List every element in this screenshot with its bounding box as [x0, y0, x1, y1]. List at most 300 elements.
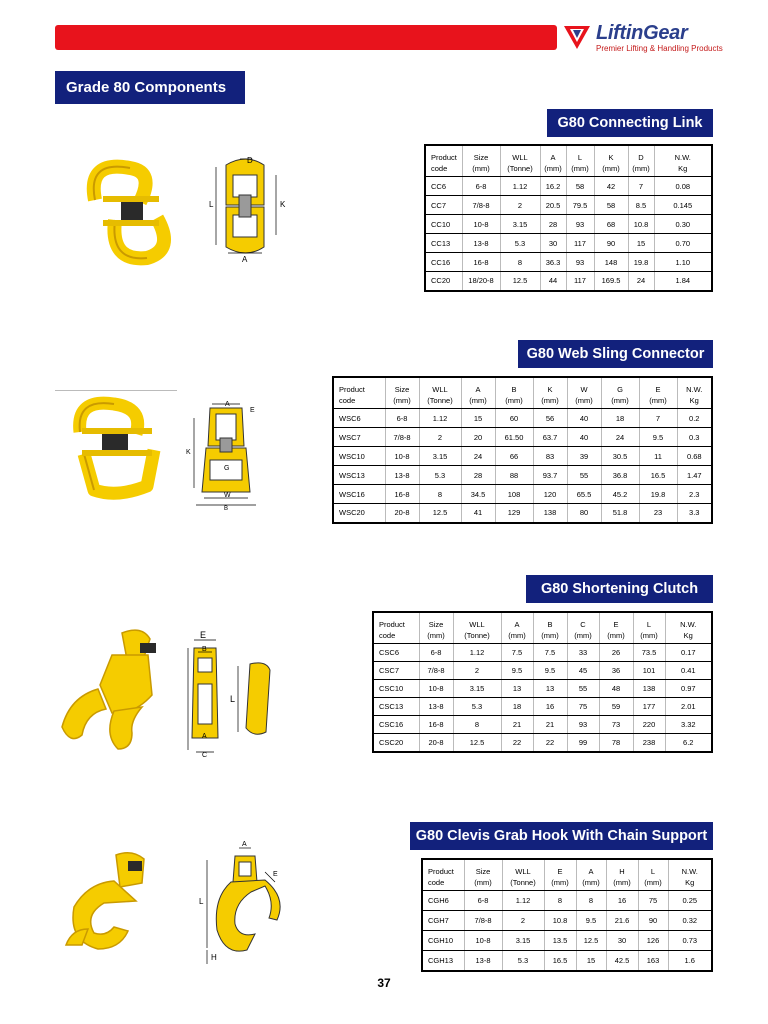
- section-title-shortening-clutch: G80 Shortening Clutch: [526, 575, 713, 603]
- table-cell: 65.5: [567, 485, 601, 504]
- table-row: [422, 951, 712, 971]
- table-cell: 10-8: [419, 680, 453, 698]
- column-header-line: B: [511, 385, 517, 394]
- table-cell: 66: [495, 447, 533, 466]
- column-header-line: N.W.: [680, 620, 697, 629]
- diagram-label-b: B: [224, 506, 229, 510]
- brand-name: LiftinGear: [596, 22, 688, 44]
- column-header-line: (Tonne): [507, 164, 533, 173]
- table-cell: 42: [594, 177, 628, 196]
- column-header-line: E: [613, 620, 619, 629]
- column-header: [668, 859, 712, 891]
- table-cell: 26: [599, 644, 633, 662]
- table-cell: 21: [501, 716, 533, 734]
- table-row: [422, 891, 712, 911]
- column-header-line: G: [617, 385, 623, 394]
- brand-logo: [562, 20, 732, 60]
- table-cell: 0.68: [677, 447, 712, 466]
- table-cell: 30: [540, 234, 566, 253]
- column-header-line: (mm): [551, 878, 569, 887]
- spec-table-shortening-clutch: [372, 611, 713, 753]
- table-row: [333, 428, 712, 447]
- table-cell: 28: [540, 215, 566, 234]
- table-cell: 1.12: [502, 891, 544, 911]
- table-cell: 1.47: [677, 466, 712, 485]
- column-header-line: (mm): [474, 878, 492, 887]
- page-number: 37: [377, 976, 391, 990]
- diagram-label-b: B: [202, 646, 207, 653]
- table-cell: 2: [453, 662, 501, 680]
- product-code-cell: CC16: [425, 253, 462, 272]
- table-cell: 21: [533, 716, 567, 734]
- table-cell: 8: [576, 891, 606, 911]
- table-cell: 12.5: [453, 734, 501, 752]
- table-cell: 63.7: [533, 428, 567, 447]
- column-header: [665, 612, 712, 644]
- table-cell: 93: [566, 253, 594, 272]
- table-cell: 12.5: [419, 504, 461, 523]
- table-cell: 16-8: [419, 716, 453, 734]
- spec-table-web-sling-connector: [332, 376, 713, 524]
- column-header-line: A: [514, 620, 520, 629]
- column-header: [462, 145, 500, 177]
- table-cell: 0.70: [654, 234, 712, 253]
- table-cell: 90: [594, 234, 628, 253]
- table-cell: 126: [638, 931, 668, 951]
- table-cell: 6-8: [419, 644, 453, 662]
- table-cell: 10-8: [464, 931, 502, 951]
- table-cell: 3.32: [665, 716, 712, 734]
- column-header: [385, 377, 419, 409]
- column-header: [601, 377, 639, 409]
- table-row: [333, 485, 712, 504]
- table-cell: 6-8: [462, 177, 500, 196]
- table-cell: 3.15: [419, 447, 461, 466]
- table-cell: 101: [633, 662, 665, 680]
- table-cell: 7/8-8: [385, 428, 419, 447]
- column-header-line: (mm): [644, 878, 662, 887]
- table-cell: 93: [567, 716, 599, 734]
- table-cell: 23: [639, 504, 677, 523]
- table-cell: 40: [567, 428, 601, 447]
- table-cell: 8.5: [628, 196, 654, 215]
- diagram-label-h: H: [211, 953, 217, 962]
- table-cell: 34.5: [461, 485, 495, 504]
- table-cell: 16-8: [462, 253, 500, 272]
- column-header-line: (mm): [571, 164, 589, 173]
- diagram-label-g: G: [224, 465, 230, 472]
- column-header-line: Product: [431, 153, 457, 162]
- table-row: [425, 253, 712, 272]
- table-cell: 9.5: [533, 662, 567, 680]
- diagram-label-k: K: [280, 200, 286, 209]
- column-header-line: L: [650, 867, 656, 876]
- table-cell: 3.15: [453, 680, 501, 698]
- table-cell: 20-8: [419, 734, 453, 752]
- table-cell: 1.84: [654, 272, 712, 291]
- column-header-line: N.W.: [686, 385, 703, 394]
- product-code-cell: CSC7: [373, 662, 419, 680]
- column-header-line: (mm): [640, 631, 658, 640]
- table-cell: 5.3: [453, 698, 501, 716]
- table-cell: 28: [461, 466, 495, 485]
- connecting-link-diagram: [206, 155, 302, 265]
- column-header: [677, 377, 712, 409]
- column-header-line: W: [580, 385, 588, 394]
- column-header-line: (mm): [649, 396, 667, 405]
- table-cell: 6-8: [464, 891, 502, 911]
- column-header-line: L: [577, 153, 583, 162]
- table-cell: 6-8: [385, 409, 419, 428]
- column-header-line: WLL: [512, 153, 528, 162]
- table-cell: 13: [501, 680, 533, 698]
- table-cell: 169.5: [594, 272, 628, 291]
- table-cell: 8: [453, 716, 501, 734]
- table-cell: 36: [599, 662, 633, 680]
- product-code-cell: WSC13: [333, 466, 385, 485]
- column-header: [639, 377, 677, 409]
- column-header-line: K: [547, 385, 553, 394]
- column-header: [373, 612, 419, 644]
- diagram-label-e: E: [200, 630, 207, 640]
- section-title-web-sling-connector: G80 Web Sling Connector: [518, 340, 713, 368]
- table-cell: 36.3: [540, 253, 566, 272]
- column-header: [495, 377, 533, 409]
- column-header: [576, 859, 606, 891]
- product-code-cell: CC13: [425, 234, 462, 253]
- column-header-line: Kg: [685, 878, 695, 887]
- product-code-cell: CSC10: [373, 680, 419, 698]
- product-code-cell: WSC7: [333, 428, 385, 447]
- column-header: [419, 377, 461, 409]
- column-header-line: (mm): [393, 396, 411, 405]
- column-header-line: Size: [394, 385, 410, 394]
- logo-icon: [564, 24, 590, 50]
- table-row: [425, 272, 712, 291]
- column-header: [501, 612, 533, 644]
- table-cell: 0.30: [654, 215, 712, 234]
- diagram-label-a: A: [242, 255, 248, 264]
- table-cell: 61.50: [495, 428, 533, 447]
- column-header-line: Size: [473, 153, 489, 162]
- table-cell: 16.5: [639, 466, 677, 485]
- diagram-label-e: E: [250, 407, 255, 414]
- table-cell: 148: [594, 253, 628, 272]
- table-cell: 13-8: [385, 466, 419, 485]
- product-code-cell: WSC6: [333, 409, 385, 428]
- table-cell: 0.41: [665, 662, 712, 680]
- table-row: [422, 911, 712, 931]
- product-code-cell: CSC6: [373, 644, 419, 662]
- table-cell: 59: [599, 698, 633, 716]
- table-cell: 58: [566, 177, 594, 196]
- table-row: [425, 234, 712, 253]
- diagram-label-w: W: [224, 492, 231, 499]
- table-cell: 18: [501, 698, 533, 716]
- table-cell: 11: [639, 447, 677, 466]
- table-cell: 30.5: [601, 447, 639, 466]
- table-cell: 24: [628, 272, 654, 291]
- product-code-cell: CGH7: [422, 911, 464, 931]
- table-cell: 13.5: [544, 931, 576, 951]
- table-cell: 45.2: [601, 485, 639, 504]
- diagram-label-e: E: [273, 871, 278, 878]
- column-header-line: (mm): [574, 631, 592, 640]
- column-header-line: Product: [339, 385, 365, 394]
- table-cell: 2.01: [665, 698, 712, 716]
- table-row: [333, 409, 712, 428]
- table-cell: 80: [567, 504, 601, 523]
- table-cell: 3.3: [677, 504, 712, 523]
- column-header-line: code: [431, 164, 448, 173]
- table-cell: 39: [567, 447, 601, 466]
- table-cell: 13-8: [462, 234, 500, 253]
- table-cell: 68: [594, 215, 628, 234]
- table-cell: 99: [567, 734, 599, 752]
- product-code-cell: CSC20: [373, 734, 419, 752]
- table-cell: 108: [495, 485, 533, 504]
- table-cell: 15: [461, 409, 495, 428]
- table-cell: 5.3: [419, 466, 461, 485]
- column-header: [628, 145, 654, 177]
- column-header-line: (mm): [575, 396, 593, 405]
- column-header-line: H: [619, 867, 625, 876]
- product-code-cell: CC10: [425, 215, 462, 234]
- table-cell: 12.5: [500, 272, 540, 291]
- diagram-label-a: A: [202, 733, 207, 740]
- column-header-line: (mm): [541, 631, 559, 640]
- page-title: Grade 80 Components: [55, 71, 245, 104]
- column-header: [425, 145, 462, 177]
- table-cell: 60: [495, 409, 533, 428]
- table-cell: 48: [599, 680, 633, 698]
- table-cell: 117: [566, 234, 594, 253]
- table-row: [425, 177, 712, 196]
- table-cell: 0.32: [668, 911, 712, 931]
- product-code-cell: WSC20: [333, 504, 385, 523]
- product-code-cell: CSC13: [373, 698, 419, 716]
- diagram-label-a: A: [225, 401, 230, 408]
- table-cell: 13-8: [464, 951, 502, 971]
- diagram-label-l: L: [199, 897, 204, 906]
- table-cell: 7.5: [533, 644, 567, 662]
- column-header: [502, 859, 544, 891]
- column-header-line: (mm): [607, 631, 625, 640]
- table-cell: 1.10: [654, 253, 712, 272]
- column-header: [566, 145, 594, 177]
- column-header-line: (mm): [472, 164, 490, 173]
- column-header: [461, 377, 495, 409]
- table-cell: 5.3: [500, 234, 540, 253]
- column-header-line: (mm): [508, 631, 526, 640]
- table-cell: 55: [567, 466, 601, 485]
- table-cell: 117: [566, 272, 594, 291]
- table-cell: 3.15: [502, 931, 544, 951]
- product-code-cell: CSC16: [373, 716, 419, 734]
- diagram-label-k: K: [186, 449, 191, 456]
- table-cell: 24: [461, 447, 495, 466]
- column-header: [500, 145, 540, 177]
- column-header-line: WLL: [469, 620, 485, 629]
- column-header-line: E: [655, 385, 661, 394]
- table-row: [425, 215, 712, 234]
- column-header: [567, 612, 599, 644]
- table-cell: 0.08: [654, 177, 712, 196]
- table-cell: 0.2: [677, 409, 712, 428]
- table-cell: 78: [599, 734, 633, 752]
- table-cell: 20-8: [385, 504, 419, 523]
- column-header: [533, 612, 567, 644]
- column-header-line: (mm): [613, 878, 631, 887]
- spec-table-clevis-grab-hook: [421, 858, 713, 972]
- column-header-line: N.W.: [681, 867, 698, 876]
- column-header-line: Product: [379, 620, 405, 629]
- table-cell: 2.3: [677, 485, 712, 504]
- diagram-label-a: A: [242, 841, 247, 848]
- table-cell: 41: [461, 504, 495, 523]
- table-cell: 1.12: [419, 409, 461, 428]
- column-header: [419, 612, 453, 644]
- product-code-cell: CGH6: [422, 891, 464, 911]
- table-cell: 238: [633, 734, 665, 752]
- column-header-line: (mm): [611, 396, 629, 405]
- product-code-cell: CGH13: [422, 951, 464, 971]
- table-cell: 2: [502, 911, 544, 931]
- table-cell: 7/8-8: [419, 662, 453, 680]
- table-cell: 16: [533, 698, 567, 716]
- column-header: [422, 859, 464, 891]
- table-cell: 138: [633, 680, 665, 698]
- table-cell: 15: [628, 234, 654, 253]
- column-header-line: D: [638, 153, 644, 162]
- table-cell: 33: [567, 644, 599, 662]
- column-header-line: C: [580, 620, 586, 629]
- table-cell: 7: [639, 409, 677, 428]
- table-cell: 2: [419, 428, 461, 447]
- column-header-line: (mm): [602, 164, 620, 173]
- column-header: [633, 612, 665, 644]
- table-row: [333, 447, 712, 466]
- table-cell: 8: [500, 253, 540, 272]
- column-header-line: Product: [428, 867, 454, 876]
- spec-table-connecting-link: [424, 144, 713, 292]
- table-cell: 10-8: [385, 447, 419, 466]
- column-header-line: A: [475, 385, 481, 394]
- column-header: [333, 377, 385, 409]
- product-code-cell: WSC10: [333, 447, 385, 466]
- table-cell: 5.3: [502, 951, 544, 971]
- table-cell: 13: [533, 680, 567, 698]
- column-header-line: (mm): [582, 878, 600, 887]
- column-header: [540, 145, 566, 177]
- column-header-line: code: [379, 631, 396, 640]
- shortening-clutch-diagram: [180, 628, 280, 758]
- table-cell: 3.15: [500, 215, 540, 234]
- table-cell: 18/20-8: [462, 272, 500, 291]
- table-cell: 30: [606, 931, 638, 951]
- table-cell: 24: [601, 428, 639, 447]
- table-cell: 16.2: [540, 177, 566, 196]
- web-sling-connector-diagram: [180, 398, 270, 510]
- table-cell: 19.8: [628, 253, 654, 272]
- table-cell: 79.5: [566, 196, 594, 215]
- table-cell: 0.97: [665, 680, 712, 698]
- table-cell: 20.5: [540, 196, 566, 215]
- table-cell: 90: [638, 911, 668, 931]
- product-code-cell: WSC16: [333, 485, 385, 504]
- table-cell: 51.8: [601, 504, 639, 523]
- table-cell: 1.12: [453, 644, 501, 662]
- diagram-label-c: C: [202, 752, 208, 758]
- table-cell: 75: [567, 698, 599, 716]
- column-header-line: (mm): [544, 164, 562, 173]
- table-cell: 177: [633, 698, 665, 716]
- web-sling-connector-photo: [62, 390, 172, 505]
- table-cell: 75: [638, 891, 668, 911]
- product-code-cell: CGH10: [422, 931, 464, 951]
- column-header: [453, 612, 501, 644]
- table-cell: 22: [533, 734, 567, 752]
- table-cell: 220: [633, 716, 665, 734]
- table-cell: 7/8-8: [462, 196, 500, 215]
- table-cell: 1.6: [668, 951, 712, 971]
- table-cell: 20: [461, 428, 495, 447]
- table-cell: 13-8: [419, 698, 453, 716]
- column-header-line: (Tonne): [464, 631, 490, 640]
- table-row: [373, 698, 712, 716]
- table-row: [333, 504, 712, 523]
- table-row: [425, 196, 712, 215]
- table-row: [373, 734, 712, 752]
- column-header-line: (mm): [541, 396, 559, 405]
- column-header: [464, 859, 502, 891]
- clevis-grab-hook-diagram: [195, 838, 285, 968]
- table-cell: 7: [628, 177, 654, 196]
- table-cell: 93.7: [533, 466, 567, 485]
- column-header: [533, 377, 567, 409]
- column-header-line: (mm): [427, 631, 445, 640]
- table-cell: 8: [419, 485, 461, 504]
- column-header: [654, 145, 712, 177]
- diagram-label-l: L: [230, 694, 236, 704]
- table-cell: 0.3: [677, 428, 712, 447]
- column-header-line: code: [339, 396, 356, 405]
- table-cell: 8: [544, 891, 576, 911]
- table-cell: 9.5: [639, 428, 677, 447]
- table-cell: 129: [495, 504, 533, 523]
- column-header-line: code: [428, 878, 445, 887]
- table-cell: 9.5: [576, 911, 606, 931]
- table-cell: 44: [540, 272, 566, 291]
- table-cell: 10-8: [462, 215, 500, 234]
- table-cell: 6.2: [665, 734, 712, 752]
- column-header: [599, 612, 633, 644]
- column-header-line: L: [646, 620, 652, 629]
- table-cell: 0.145: [654, 196, 712, 215]
- column-header-line: K: [608, 153, 614, 162]
- table-cell: 21.6: [606, 911, 638, 931]
- table-cell: 16-8: [385, 485, 419, 504]
- section-title-clevis-grab-hook: G80 Clevis Grab Hook With Chain Support: [410, 822, 713, 850]
- column-header-line: Kg: [678, 164, 688, 173]
- table-cell: 9.5: [501, 662, 533, 680]
- table-row: [422, 931, 712, 951]
- table-cell: 56: [533, 409, 567, 428]
- table-cell: 58: [594, 196, 628, 215]
- column-header-line: (Tonne): [427, 396, 453, 405]
- diagram-label-d: D: [247, 156, 253, 165]
- column-header: [544, 859, 576, 891]
